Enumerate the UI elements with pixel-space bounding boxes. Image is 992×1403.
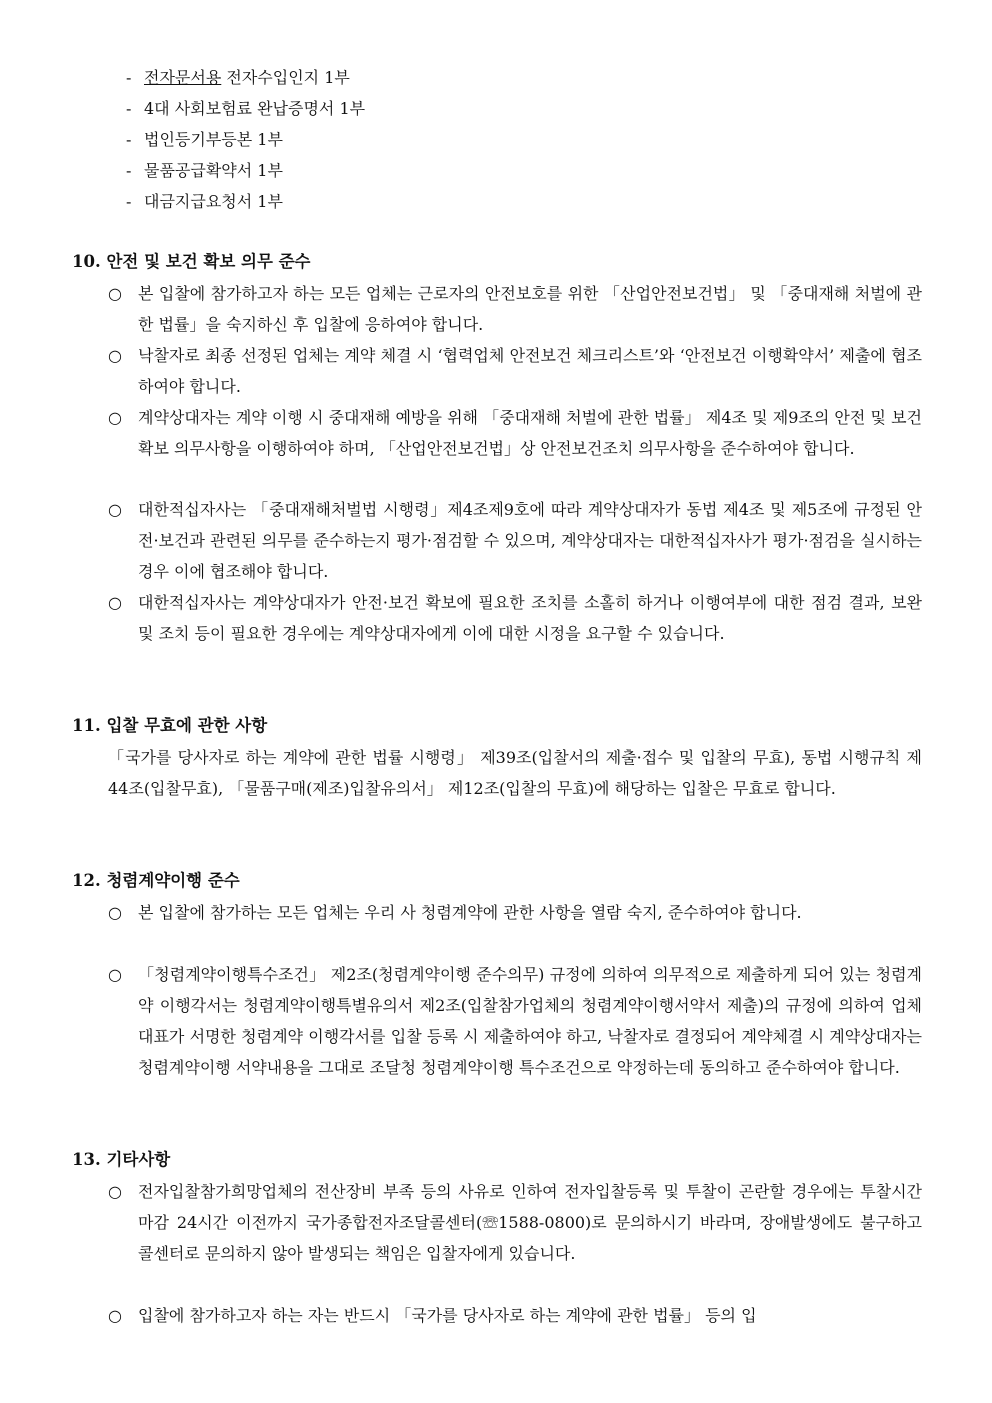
circle-bullet-icon: ○ [108, 284, 122, 303]
section-12-heading: 12. 청렴계약이행 준수 [72, 871, 240, 890]
underlined-text: 전자문서용 [144, 68, 222, 87]
section-13-heading: 13. 기타사항 [72, 1150, 171, 1169]
section-12-item-2: ○ 「청렴계약이행특수조건」 제2조(청렴계약이행 준수의무) 규정에 의하여 의무적으로 제출하게 되어 있는 청렴계약 이행각서는 청렴계약이행특별유의서 제2조(입찰참가업체의 청렴계약이행서약서 제출)의 규정에 의하여 업체 대표가 서명한 청렴계약 이행각서를 입찰 등록 시 제출하여야 하고, 낙찰자로 결정되어 계약체결 시 계약상대자는 청렴계약이행 서약내용을 그대로 조달청 청렴계약이행 특수조건으로 약정하는데 동의하고 준수하여야 합니다. [108, 959, 922, 1083]
circle-bullet-icon: ○ [108, 903, 122, 922]
circle-bullet-icon: ○ [108, 965, 122, 984]
circle-bullet-icon: ○ [108, 408, 122, 427]
section-10-heading: 10. 안전 및 보건 확보 의무 준수 [72, 252, 311, 271]
section-12-item-1: ○ 본 입찰에 참가하는 모든 업체는 우리 사 청렴계약에 관한 사항을 열람 숙지, 준수하여야 합니다. [108, 897, 922, 928]
section-11-paragraph: 「국가를 당사자로 하는 계약에 관한 법률 시행령」 제39조(입찰서의 제출·접수 및 입찰의 무효), 동법 시행규칙 제44조(입찰무효), 「물품구매(제조)입찰유의서」 제12조(입찰의 무효)에 해당하는 입찰은 무효로 합니다. [108, 748, 922, 798]
section-13-item-1: ○ 전자입찰참가희망업체의 전산장비 부족 등의 사유로 인하여 전자입찰등록 및 투찰이 곤란할 경우에는 투찰시간 마감 24시간 이전까지 국가종합전자조달콜센터(☏1588-0800)로 문의하시기 바라며, 장애발생에도 불구하고 콜센터로 문의하지 않아 발생되는 책임은 입찰자에게 있습니다. [108, 1176, 922, 1269]
list-item: - 4대 사회보험료 완납증명서 1부 [126, 99, 366, 118]
circle-bullet-icon: ○ [108, 1182, 122, 1201]
list-item: - 대금지급요청서 1부 [126, 192, 283, 211]
circle-bullet-icon: ○ [108, 593, 122, 612]
list-item: - 법인등기부등본 1부 [126, 130, 283, 149]
list-item: - 물품공급확약서 1부 [126, 161, 283, 180]
circle-bullet-icon: ○ [108, 1306, 122, 1325]
section-10-item-1: ○ 본 입찰에 참가하고자 하는 모든 업체는 근로자의 안전보호를 위한 「산업안전보건법」 및 「중대재해 처벌에 관한 법률」을 숙지하신 후 입찰에 응하여야 합니다. [108, 278, 922, 340]
section-10-item-3: ○ 계약상대자는 계약 이행 시 중대재해 예방을 위해 「중대재해 처벌에 관한 법률」 제4조 및 제9조의 안전 및 보건 확보 의무사항을 이행하여야 하며, 「산업안전보건법」상 안전보건조치 의무사항을 준수하여야 합니다. [108, 402, 922, 464]
section-13-item-2: ○ 입찰에 참가하고자 하는 자는 반드시 「국가를 당사자로 하는 계약에 관한 법률」 등의 입 [108, 1300, 922, 1331]
section-10-item-2: ○ 낙찰자로 최종 선정된 업체는 계약 체결 시 ‘협력업체 안전보건 체크리스트’와 ‘안전보건 이행확약서’ 제출에 협조하여야 합니다. [108, 340, 922, 402]
required-documents-list [126, 62, 365, 217]
section-10-item-5: ○ 대한적십자사는 계약상대자가 안전·보건 확보에 필요한 조치를 소홀히 하거나 이행여부에 대한 점검 결과, 보완 및 조치 등이 필요한 경우에는 계약상대자에게 이에 대한 시정을 요구할 수 있습니다. [108, 587, 922, 649]
section-10-item-4: ○ 대한적십자사는 「중대재해처벌법 시행령」제4조제9호에 따라 계약상대자가 동법 제4조 및 제5조에 규정된 안전·보건과 관련된 의무를 준수하는지 평가·점검할 수 있으며, 계약상대자는 대한적십자사가 평가·점검을 실시하는 경우 이에 협조해야 합니다. [108, 494, 922, 587]
section-11-heading: 11. 입찰 무효에 관한 사항 [72, 716, 268, 735]
circle-bullet-icon: ○ [108, 346, 122, 365]
circle-bullet-icon: ○ [108, 500, 122, 519]
list-item: - 전자문서용 전자수입인지 1부 [126, 68, 350, 87]
